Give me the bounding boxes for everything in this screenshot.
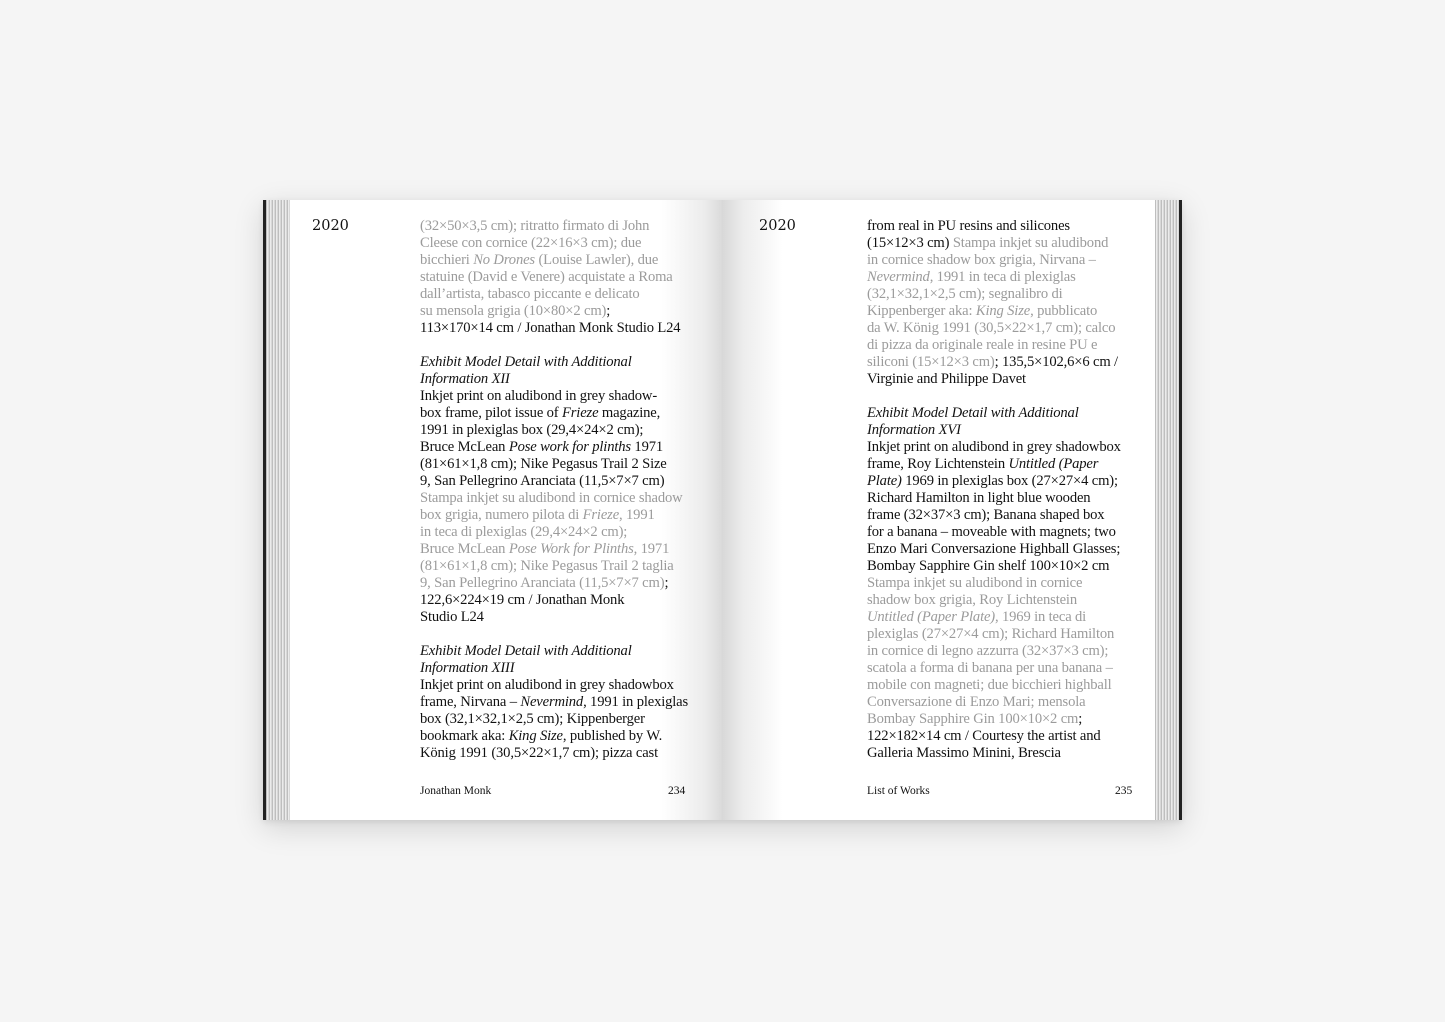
text-run: frame, Roy Lichtenstein — [867, 456, 1009, 472]
text-run: König 1991 (30,5×22×1,7 cm); pizza cast — [420, 745, 658, 761]
text-line — [420, 388, 692, 405]
text-line — [867, 286, 1139, 303]
text-line — [867, 592, 1139, 609]
text-run: 1971 — [630, 439, 664, 455]
text-line — [420, 218, 692, 235]
text-run: Kippenberger aka: — [867, 303, 976, 319]
text-line — [420, 303, 692, 320]
text-line — [420, 524, 692, 541]
text-run: Nevermind — [867, 269, 930, 285]
text-run: , 1991 — [619, 507, 655, 523]
text-run: Exhibit Model Detail with Additional — [420, 354, 632, 370]
text-run: 113×170×14 cm / Jonathan Monk Studio L24 — [420, 320, 681, 336]
right-running-footer: List of Works — [867, 785, 930, 797]
text-run: Untitled (Paper Plate) — [867, 609, 996, 625]
text-run: (81×61×1,8 cm); Nike Pegasus Trail 2 taglia — [420, 558, 674, 574]
text-line — [867, 371, 1139, 388]
right-year: 2020 — [759, 218, 796, 234]
text-run: 1991 in plexiglas box (29,4×24×2 cm); — [420, 422, 644, 438]
text-line — [867, 626, 1139, 643]
text-run: Frieze — [582, 507, 620, 523]
right-page-number: 235 — [1115, 785, 1133, 797]
text-run: Information XVI — [867, 422, 961, 438]
text-run: ; — [664, 575, 669, 591]
text-line — [420, 507, 692, 524]
text-line — [867, 320, 1139, 337]
text-run: Pose work for plinths — [508, 439, 631, 455]
text-run: ; — [1078, 711, 1083, 727]
left-running-footer: Jonathan Monk — [420, 785, 492, 797]
text-line — [420, 354, 692, 371]
text-run: Cleese con cornice (22×16×3 cm); due — [420, 235, 642, 251]
text-run: 122×182×14 cm / Courtesy the artist and — [867, 728, 1101, 744]
text-run: statuine (David e Venere) acquistate a Roma — [420, 269, 673, 285]
text-line — [420, 490, 692, 507]
text-run: (Louise Lawler), due — [534, 252, 659, 268]
left-year: 2020 — [312, 218, 349, 234]
left-text-column — [420, 218, 692, 762]
text-line — [420, 592, 692, 609]
text-run: from real in PU resins and silicones — [867, 218, 1070, 234]
text-run: frame (32×37×3 cm); Banana shaped box — [867, 507, 1105, 523]
text-run: Stampa inkjet su aludibond in cornice shadow — [420, 490, 683, 506]
text-line — [420, 371, 692, 388]
text-line — [867, 728, 1139, 745]
text-line — [867, 439, 1139, 456]
text-run: Exhibit Model Detail with Additional — [420, 643, 632, 659]
text-run: No Drones — [473, 252, 535, 268]
text-line — [420, 252, 692, 269]
text-line — [420, 643, 692, 660]
left-page — [290, 200, 722, 820]
text-run: , 1969 in teca di — [995, 609, 1087, 625]
text-run: Bombay Sapphire Gin shelf 100×10×2 cm — [867, 558, 1110, 574]
text-run: Untitled (Paper — [1008, 456, 1099, 472]
page-edges-left — [263, 200, 290, 820]
text-line — [867, 252, 1139, 269]
text-line — [420, 439, 692, 456]
text-run: di pizza da originale reale in resine PU e — [867, 337, 1098, 353]
text-run: in cornice di legno azzurra (32×37×3 cm); — [867, 643, 1109, 659]
text-run: mobile con magneti; due bicchieri highball — [867, 677, 1112, 693]
text-line — [420, 269, 692, 286]
text-line — [867, 269, 1139, 286]
page-edges-right — [1155, 200, 1182, 820]
text-line — [867, 745, 1139, 762]
text-run: , 1991 in plexiglas — [583, 694, 689, 710]
text-line — [867, 507, 1139, 524]
text-line — [867, 354, 1139, 371]
text-line — [867, 473, 1139, 490]
text-run: Exhibit Model Detail with Additional — [867, 405, 1079, 421]
text-line — [867, 541, 1139, 558]
text-run: Enzo Mari Conversazione Highball Glasses; — [867, 541, 1121, 557]
text-line — [420, 405, 692, 422]
text-run: , 1991 in teca di plexiglas — [929, 269, 1076, 285]
text-line — [867, 235, 1139, 252]
right-text-column — [867, 218, 1139, 762]
text-line — [867, 694, 1139, 711]
paragraph-gap — [420, 337, 692, 354]
text-line — [420, 286, 692, 303]
text-line — [420, 422, 692, 439]
text-run: plexiglas (27×27×4 cm); Richard Hamilton — [867, 626, 1115, 642]
text-run: Inkjet print on aludibond in grey shadowbox — [420, 677, 674, 693]
text-run: magazine, — [598, 405, 661, 421]
text-line — [420, 609, 692, 626]
text-line — [867, 218, 1139, 235]
right-page — [722, 200, 1155, 820]
text-line — [867, 524, 1139, 541]
text-line — [420, 728, 692, 745]
text-line — [867, 643, 1139, 660]
text-run: Frieze — [562, 405, 599, 421]
open-book — [263, 200, 1182, 820]
text-line — [420, 473, 692, 490]
text-run: in teca di plexiglas (29,4×24×2 cm); — [420, 524, 628, 540]
text-run: Nevermind — [520, 694, 584, 710]
text-run: scatola a forma di banana per una banana – — [867, 660, 1113, 676]
text-run: Galleria Massimo Minini, Brescia — [867, 745, 1061, 761]
text-run: for a banana – moveable with magnets; two — [867, 524, 1116, 540]
text-line — [867, 337, 1139, 354]
text-run: 9, San Pellegrino Aranciata (11,5×7×7 cm) — [420, 473, 665, 489]
text-run: Bombay Sapphire Gin 100×10×2 cm — [867, 711, 1079, 727]
text-line — [867, 660, 1139, 677]
text-run: da W. König 1991 (30,5×22×1,7 cm); calco — [867, 320, 1116, 336]
text-line — [420, 541, 692, 558]
text-run: frame, Nirvana – — [420, 694, 521, 710]
text-run: Information XII — [420, 371, 510, 387]
text-run: su mensola grigia (10×80×2 cm) — [420, 303, 607, 319]
text-line — [420, 677, 692, 694]
text-run: Virginie and Philippe Davet — [867, 371, 1026, 387]
text-run: box grigia, numero pilota di — [420, 507, 583, 523]
text-line — [420, 558, 692, 575]
text-run: Information XIII — [420, 660, 515, 676]
text-run: box (32,1×32,1×2,5 cm); Kippenberger — [420, 711, 645, 727]
text-line — [867, 456, 1139, 473]
text-run: , pubblicato — [1030, 303, 1098, 319]
text-run: Inkjet print on aludibond in grey shadow- — [420, 388, 658, 404]
text-run: Conversazione di Enzo Mari; mensola — [867, 694, 1086, 710]
text-run: bookmark aka: — [420, 728, 509, 744]
text-run: ; 135,5×102,6×6 cm / — [994, 354, 1118, 370]
text-line — [420, 456, 692, 473]
paragraph-gap — [420, 626, 692, 643]
text-line — [420, 745, 692, 762]
text-run: Stampa inkjet su aludibond — [949, 235, 1109, 251]
text-run: bicchieri — [420, 252, 474, 268]
text-line — [867, 677, 1139, 694]
text-line — [420, 660, 692, 677]
text-line — [867, 575, 1139, 592]
text-run: (32,1×32,1×2,5 cm); segnalibro di — [867, 286, 1063, 302]
text-run: Bruce McLean — [420, 439, 509, 455]
text-line — [420, 711, 692, 728]
text-run: Inkjet print on aludibond in grey shadowbox — [867, 439, 1121, 455]
text-run: King Size — [508, 728, 563, 744]
text-line — [867, 711, 1139, 728]
text-run: shadow box grigia, Roy Lichtenstein — [867, 592, 1077, 608]
text-line — [867, 490, 1139, 507]
left-page-number: 234 — [668, 785, 686, 797]
text-run: 9, San Pellegrino Aranciata (11,5×7×7 cm) — [420, 575, 665, 591]
text-line — [867, 422, 1139, 439]
text-run: Richard Hamilton in light blue wooden — [867, 490, 1091, 506]
text-line — [867, 405, 1139, 422]
text-line — [420, 235, 692, 252]
text-line — [420, 320, 692, 337]
text-run: (32×50×3,5 cm); ritratto firmato di John — [420, 218, 650, 234]
text-run: Studio L24 — [420, 609, 484, 625]
text-run: in cornice shadow box grigia, Nirvana – — [867, 252, 1096, 268]
text-run: Stampa inkjet su aludibond in cornice — [867, 575, 1083, 591]
text-run: box frame, pilot issue of — [420, 405, 563, 421]
text-line — [867, 558, 1139, 575]
text-line — [867, 303, 1139, 320]
text-run: King Size — [975, 303, 1031, 319]
text-run: dall’artista, tabasco piccante e delicato — [420, 286, 640, 302]
text-run: Pose Work for Plinths — [508, 541, 634, 557]
text-run: , published by W. — [562, 728, 663, 744]
text-line — [420, 694, 692, 711]
text-run: Plate) — [867, 473, 902, 489]
text-run: ; — [606, 303, 611, 319]
text-run: 122,6×224×19 cm / Jonathan Monk — [420, 592, 625, 608]
text-run: , 1971 — [633, 541, 670, 557]
text-run: 1969 in plexiglas box (27×27×4 cm); — [901, 473, 1118, 489]
text-line — [867, 609, 1139, 626]
text-run: siliconi (15×12×3 cm) — [867, 354, 995, 370]
text-run: Bruce McLean — [420, 541, 509, 557]
text-run: (15×12×3 cm) — [867, 235, 950, 251]
text-run: (81×61×1,8 cm); Nike Pegasus Trail 2 Size — [420, 456, 667, 472]
paragraph-gap — [867, 388, 1139, 405]
text-line — [420, 575, 692, 592]
